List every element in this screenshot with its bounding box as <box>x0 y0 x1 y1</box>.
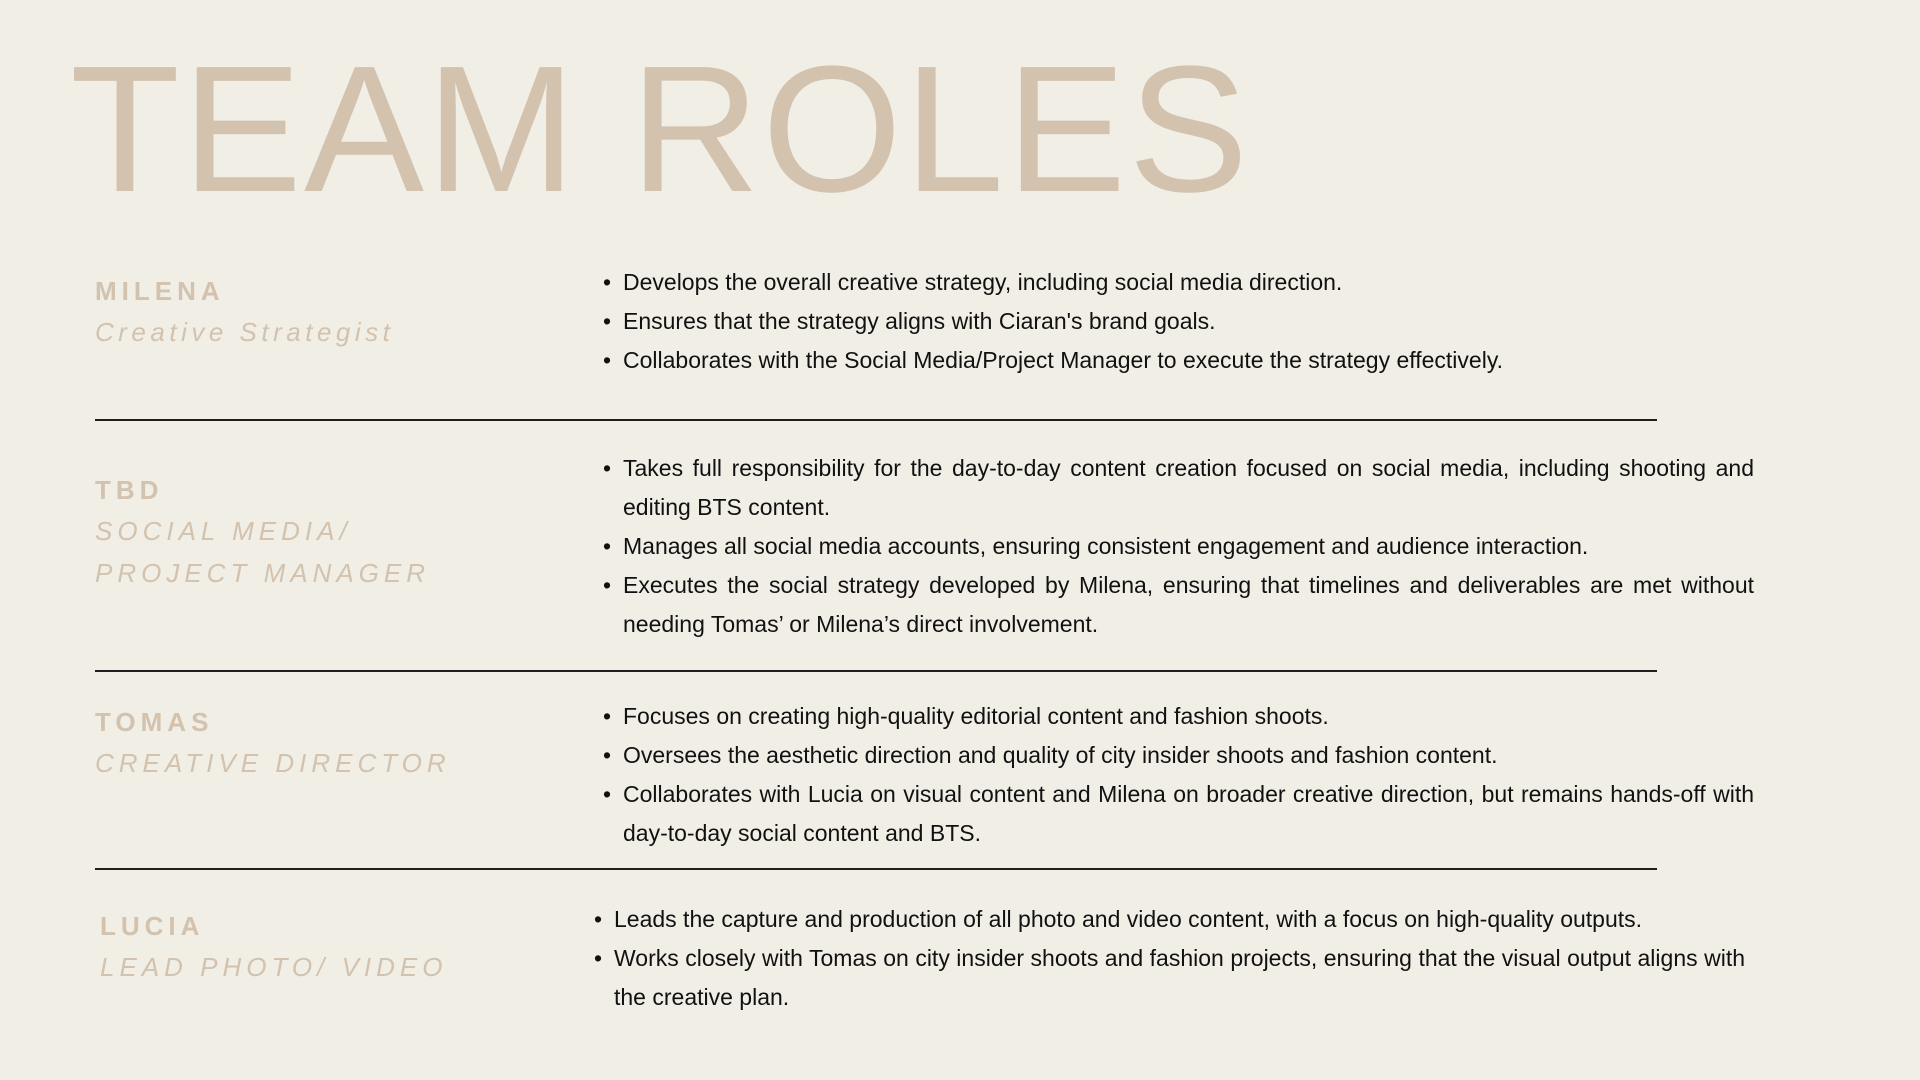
bullet-marker: • <box>603 347 612 373</box>
list-item <box>604 302 1754 341</box>
list-item <box>604 697 1754 736</box>
bullet-text: Manages all social media accounts, ensuring consistent engagement and audience interaction. <box>623 533 1589 559</box>
bullet-marker: • <box>603 781 612 807</box>
section-divider <box>95 419 1657 421</box>
bullet-text: Collaborates with Lucia on visual content and Milena on broader creative direction, but remains hands-off with day-to-day social content and BTS. <box>623 781 1754 846</box>
list-item <box>604 775 1754 853</box>
page-title: TEAM ROLES <box>70 29 1251 230</box>
list-item <box>595 900 1745 939</box>
list-item <box>604 527 1754 566</box>
bullet-text: Takes full responsibility for the day-to-day content creation focused on social media, including shooting and editing BTS content. <box>623 455 1754 520</box>
role-name-tbd: TBD <box>95 475 164 505</box>
bullet-marker: • <box>603 455 612 481</box>
bullet-marker: • <box>594 906 603 932</box>
role-name-lucia: LUCIA <box>100 911 205 941</box>
bullet-list-lucia <box>595 900 1745 1017</box>
role-title-tbd-line2: PROJECT MANAGER <box>95 558 431 588</box>
role-title-lucia: LEAD PHOTO/ VIDEO <box>100 952 448 982</box>
bullet-text: Oversees the aesthetic direction and quality of city insider shoots and fashion content. <box>623 742 1498 768</box>
bullet-text: Ensures that the strategy aligns with Ciaran's brand goals. <box>623 308 1216 334</box>
bullet-marker: • <box>594 945 603 971</box>
bullet-text: Executes the social strategy developed by Milena, ensuring that timelines and deliverables are met without needing Tomas’ or Milena’s direct involvement. <box>623 572 1754 637</box>
list-item <box>604 263 1754 302</box>
role-title-tomas: CREATIVE DIRECTOR <box>95 748 451 778</box>
list-item <box>604 449 1754 527</box>
list-item <box>604 736 1754 775</box>
role-name-tomas: TOMAS <box>95 707 214 737</box>
bullet-text: Develops the overall creative strategy, including social media direction. <box>623 269 1343 295</box>
role-name-milena: MILENA <box>95 276 225 306</box>
bullet-marker: • <box>603 308 612 334</box>
bullet-text: Collaborates with the Social Media/Project Manager to execute the strategy effectively. <box>623 347 1503 373</box>
list-item <box>604 341 1754 380</box>
section-divider <box>95 868 1657 870</box>
bullet-marker: • <box>603 572 612 598</box>
bullet-list-tbd <box>604 449 1754 644</box>
role-title-milena: Creative Strategist <box>95 317 395 347</box>
role-title-tbd-line1: SOCIAL MEDIA/ <box>95 516 352 546</box>
bullet-list-milena <box>604 263 1754 380</box>
bullet-text: Works closely with Tomas on city insider shoots and fashion projects, ensuring that the visual output aligns with the creative plan. <box>614 945 1745 1010</box>
bullet-text: Leads the capture and production of all photo and video content, with a focus on high-quality outputs. <box>614 906 1643 932</box>
bullet-marker: • <box>603 533 612 559</box>
bullet-marker: • <box>603 269 612 295</box>
bullet-marker: • <box>603 742 612 768</box>
bullet-marker: • <box>603 703 612 729</box>
bullet-list-tomas <box>604 697 1754 853</box>
bullet-text: Focuses on creating high-quality editorial content and fashion shoots. <box>623 703 1329 729</box>
list-item <box>604 566 1754 644</box>
section-divider <box>95 670 1657 672</box>
list-item <box>595 939 1745 1017</box>
